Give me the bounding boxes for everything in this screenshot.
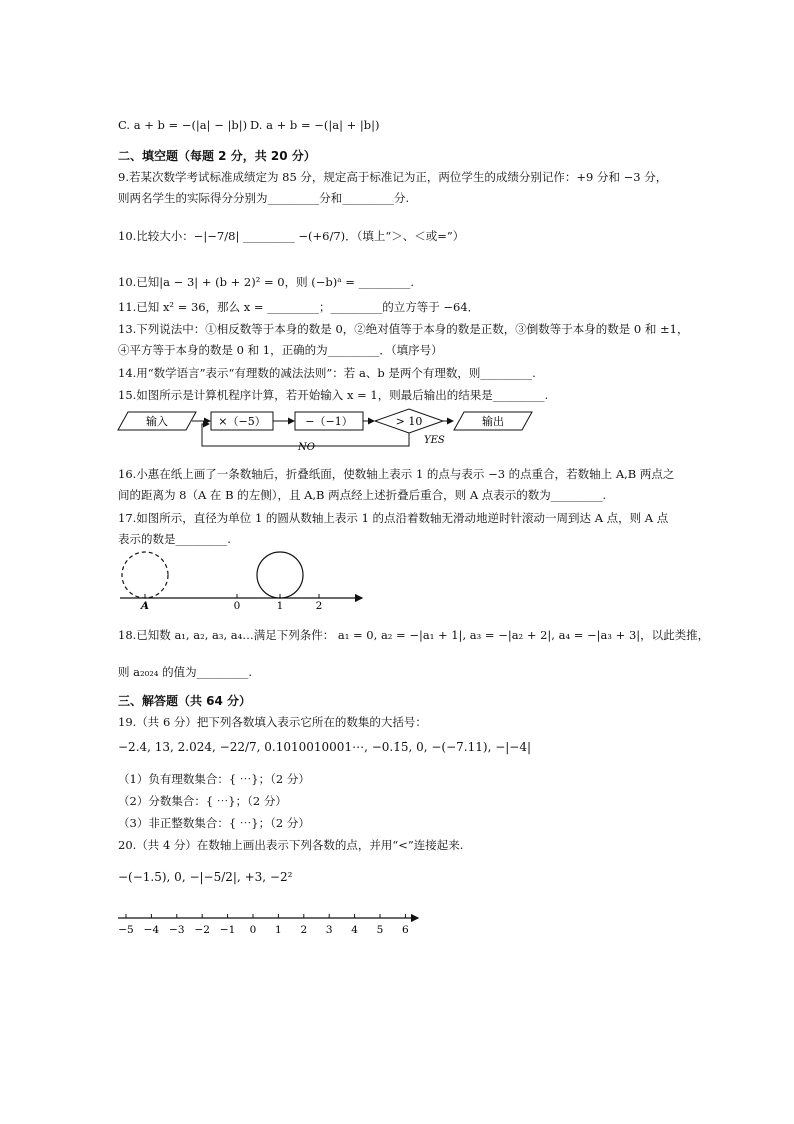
q16-line1: 16.小惠在纸上画了一条数轴后，折叠纸面，使数轴上表示 1 的点与表示 −3 的点重合，若数轴上 A,B 两点之 bbox=[118, 467, 675, 481]
flow-step2-label: −（−1） bbox=[305, 415, 353, 428]
q18-line1: 18.已知数 a₁, a₂, a₃, a₄…满足下列条件： a₁ = 0, a₂ = −|a₁ + 1|, a₃ = −|a₂ + 2|, a₄ = −|a₃ + 3|，以此类推， bbox=[118, 628, 710, 642]
axis-tick-label: −5 bbox=[118, 924, 134, 936]
flow-yes-label: YES bbox=[424, 435, 445, 446]
q19-sub3: （3）非正整数集合：{ ⋯}；（2 分） bbox=[118, 816, 310, 830]
q19-numbers: −2.4, 13, 2.024, −22/7, 0.1010010001⋯, −0.1̇5̇, 0, −(−7.11), −|−4| bbox=[118, 740, 532, 754]
q17-line2: 表示的数是_________. bbox=[118, 532, 231, 546]
q19-sub2: （2）分数集合：{ ⋯}；（2 分） bbox=[118, 794, 287, 808]
section2-heading: 二、填空题（每题 2 分，共 20 分） bbox=[118, 149, 316, 163]
q19-sub1: （1）负有理数集合：{ ⋯}；（2 分） bbox=[118, 772, 310, 786]
flow-step1-label: ×（−5） bbox=[218, 415, 266, 428]
flow-input-label: 输入 bbox=[146, 415, 168, 428]
section3-heading: 三、解答题（共 64 分） bbox=[118, 694, 252, 708]
q8-option-c: C. a + b = −(|a| − |b|) bbox=[118, 118, 248, 132]
q9-line2: 则两名学生的实际得分分别为_________分和_________分. bbox=[118, 191, 410, 205]
q17-circle-diagram bbox=[112, 546, 372, 612]
label-A: A bbox=[140, 600, 150, 612]
flow-no-label: NO bbox=[298, 442, 315, 452]
dashed-circle bbox=[122, 552, 168, 598]
solid-circle bbox=[257, 552, 303, 598]
q15-flowchart bbox=[112, 404, 552, 452]
q13-line1: 13.下列说法中：①相反数等于本身的数是 0，②绝对值等于本身的数是正数，③倒数等于本身的数是 0 和 ±1， bbox=[118, 322, 689, 336]
q17-line1: 17.如图所示，直径为单位 1 的圆从数轴上表示 1 的点沿着数轴无滑动地逆时针滚动一周到达 A 点，则 A 点 bbox=[118, 511, 669, 525]
q19-line1: 19.（共 6 分）把下列各数填入表示它所在的数集的大括号： bbox=[118, 715, 427, 729]
q18-line2: 则 a₂₀₂₄ 的值为_________. bbox=[118, 665, 253, 679]
q20-numbers: −(−1.5), 0, −|−5/2|, +3, −2² bbox=[118, 870, 293, 884]
q11: 11.已知 x² = 36，那么 x = _________；_________的立方等于 −64． bbox=[118, 300, 480, 314]
flow-output-label: 输出 bbox=[482, 415, 504, 428]
axis-tick-label: −1 bbox=[219, 924, 236, 936]
axis-tick-label: 2 bbox=[300, 924, 308, 936]
axis-tick-label: 0 bbox=[249, 924, 257, 936]
axis-tick-label: −3 bbox=[169, 924, 185, 936]
label-0: 0 bbox=[233, 600, 241, 612]
q20-number-line bbox=[112, 906, 432, 940]
flow-condition-label: > 10 bbox=[395, 415, 423, 428]
q13-line2: ④平方等于本身的数是 0 和 1，正确的为_________．（填序号） bbox=[118, 343, 443, 357]
axis-tick-label: 6 bbox=[402, 924, 409, 936]
q20-line1: 20.（共 4 分）在数轴上画出表示下列各数的点，并用“<”连接起来. bbox=[118, 838, 464, 852]
q16-line2: 间的距离为 8（A 在 B 的左侧），且 A,B 两点经上述折叠后重合，则 A 点表示的数为_________. bbox=[118, 488, 607, 502]
axis-tick-label: 1 bbox=[275, 924, 282, 936]
axis-tick-label: −2 bbox=[194, 924, 210, 936]
q8-option-d: D. a + b = −(|a| + |b|) bbox=[250, 118, 380, 132]
q15-text: 15.如图所示是计算机程序计算，若开始输入 x = 1，则最后输出的结果是_________. bbox=[118, 388, 549, 402]
axis-tick-label: 3 bbox=[325, 924, 333, 936]
axis-tick-label: 4 bbox=[351, 924, 358, 936]
label-2: 2 bbox=[315, 600, 323, 612]
q9-line1: 9.若某次数学考试标准成绩定为 85 分，规定高于标准记为正，两位学生的成绩分别记作：+9 分和 −3 分， bbox=[118, 170, 668, 184]
q10b: 10.已知|a − 3| + (b + 2)² = 0，则 (−b)ᵃ = _________. bbox=[118, 275, 414, 289]
q14: 14.用“数学语言”表示“有理数的减法法则”：若 a、b 是两个有理数，则_________. bbox=[118, 366, 536, 380]
axis-tick-label: −4 bbox=[143, 924, 160, 936]
label-1: 1 bbox=[276, 600, 284, 612]
axis-tick-label: 5 bbox=[376, 924, 384, 936]
q10a: 10.比较大小：−|−7/8| _________ −(+6/7)．（填上“＞、＜或=”） bbox=[118, 229, 465, 243]
